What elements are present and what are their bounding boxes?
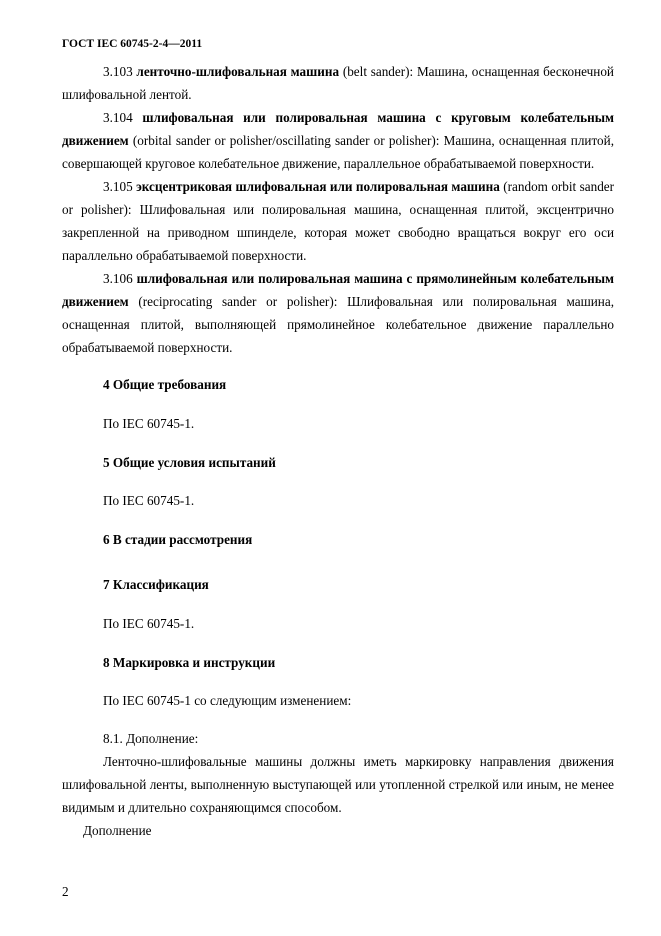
section-8-1-title: 8.1. Дополнение: [103,731,199,746]
definition-3-106 [62,267,614,359]
definition-number: 3.104 [103,110,133,125]
supplement-label: Дополнение [83,823,152,838]
definition-3-104 [62,106,614,175]
definition-term: эксцентриковая шлифовальная или полировальная машина [136,179,500,194]
section-8-text: По IEC 60745-1 со следующим изменением: [103,693,352,708]
definition-body: (belt sander): Машина, оснащенная бесконечной шлифовальной лентой. [62,64,614,102]
definition-3-103 [62,60,614,106]
definition-number: 3.106 [103,271,133,286]
definition-number: 3.105 [103,179,133,194]
definition-term: шлифовальная или полировальная машина с прямолинейным колебательным движением [62,271,615,309]
section-7-title: 7 Классификация [103,577,209,592]
section-4-title: 4 Общие требования [103,377,227,392]
section-8-title: 8 Маркировка и инструкции [103,655,276,670]
page-number: 2 [62,884,69,899]
section-8-1-text: Ленточно-шлифовальные машины должны иметь маркировку направления движения шлифовальной ленты, выполненную выступающей или утопленной стрелкой или иным, не менее видимым и длительно сохраняющимся способом. [62,754,614,815]
definition-body: (random orbit sander or polisher): Шлифовальная или полировальная машина, оснащенная плитой, эксцентрично закрепленной на приводном шпинделе, которая может свободно вращаться вокруг его оси параллельно обрабатываемой поверхности. [62,179,615,263]
section-4-text: По IEC 60745-1. [103,416,195,431]
definition-number: 3.103 [103,64,133,79]
definition-body: (orbital sander or polisher/oscillating sander or polisher): Машина, оснащенная плитой, совершающей круговое колебательное движение, параллельное обрабатываемой поверхности. [62,133,614,171]
definition-3-105 [62,175,614,267]
section-5-title: 5 Общие условия испытаний [103,455,276,470]
section-7-text: По IEC 60745-1. [103,616,195,631]
definition-term: шлифовальная или полировальная машина с круговым колебательным движением [62,110,614,148]
section-5-text: По IEC 60745-1. [103,493,195,508]
definition-term: ленточно-шлифовальная машина [136,64,340,79]
definition-body: (reciprocating sander or polisher): Шлифовальная или полировальная машина, оснащенная плитой, выполняющей прямолинейное колебательное движение параллельно обрабатываемой поверхности. [62,294,614,355]
section-6-title: 6 В стадии рассмотрения [103,532,253,547]
document-header: ГОСТ IEC 60745-2-4—2011 [62,38,203,50]
